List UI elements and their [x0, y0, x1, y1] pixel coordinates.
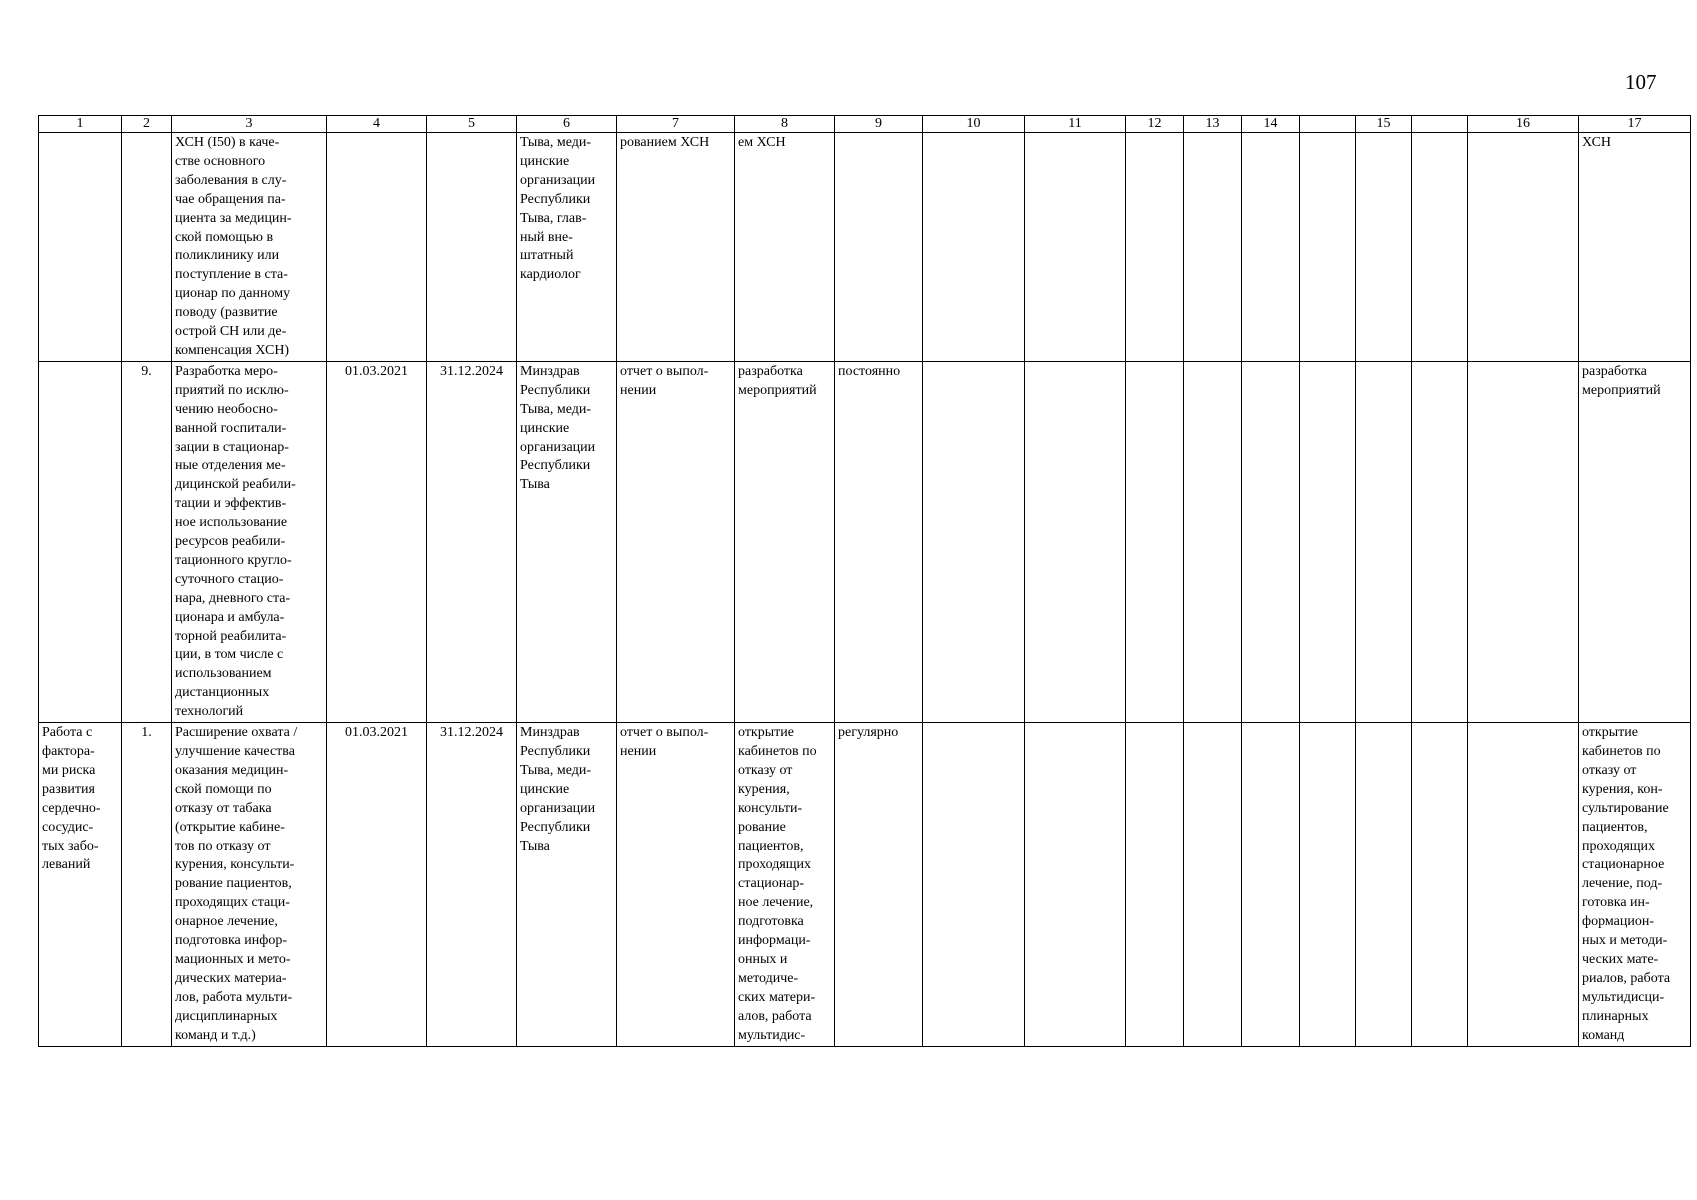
- empty-cell: [1242, 133, 1300, 362]
- frequency-cell: [835, 133, 923, 362]
- table-row: [39, 133, 1691, 362]
- header-row: [39, 116, 1691, 133]
- activity-cell: ХСН (I50) в каче- стве основного заболевания в слу- чае обращения па- циента за медицин- ской помощью в поликлинику или поступление в ста- ционар по данному поводу (развитие острой СН или де- компенсация ХСН): [172, 133, 327, 362]
- header-cell: 2: [122, 116, 172, 133]
- empty-cell: [1242, 723, 1300, 1046]
- empty-cell: [1300, 133, 1356, 362]
- header-cell: 14: [1242, 116, 1300, 133]
- frequency-cell: постоянно: [835, 361, 923, 722]
- header-cell: 9: [835, 116, 923, 133]
- header-cell: 15: [1356, 116, 1412, 133]
- empty-cell: [1025, 361, 1126, 722]
- empty-cell: [1126, 723, 1184, 1046]
- empty-cell: [1468, 361, 1579, 722]
- header-cell: 3: [172, 116, 327, 133]
- table-row: [39, 723, 1691, 1046]
- start-date-cell: 01.03.2021: [327, 723, 427, 1046]
- result-cell: разработка мероприятий: [735, 361, 835, 722]
- empty-cell: [1412, 361, 1468, 722]
- start-date-cell: [327, 133, 427, 362]
- plan-table: [38, 115, 1691, 1047]
- empty-cell: [1300, 361, 1356, 722]
- empty-cell: [1184, 361, 1242, 722]
- responsible-cell: Минздрав Республики Тыва, меди- цинские организации Республики Тыва: [517, 361, 617, 722]
- empty-cell: [1412, 133, 1468, 362]
- expected-result-cell: ХСН: [1579, 133, 1691, 362]
- page-number: 107: [1625, 70, 1657, 94]
- item-number-cell: [122, 133, 172, 362]
- table-row: [39, 361, 1691, 722]
- empty-cell: [1184, 133, 1242, 362]
- empty-cell: [1412, 723, 1468, 1046]
- header-cell: 11: [1025, 116, 1126, 133]
- empty-cell: [1025, 133, 1126, 362]
- header-cell: 10: [923, 116, 1025, 133]
- header-cell: 5: [427, 116, 517, 133]
- report-type-cell: отчет о выпол- нении: [617, 361, 735, 722]
- empty-cell: [1300, 723, 1356, 1046]
- task-group-cell: [39, 361, 122, 722]
- frequency-cell: регулярно: [835, 723, 923, 1046]
- activity-cell: Разработка меро- приятий по исклю- чению необосно- ванной госпитали- зации в стационар- ные отделения ме- дицинской реабили- тации и эффектив- ное использование ресурсов реабили- тационного кругло- суточного стацио- нара, дневного ста- ционара и амбула- торной реабилита- ции, в том числе с использованием дистанционных технологий: [172, 361, 327, 722]
- header-cell: 12: [1126, 116, 1184, 133]
- activity-cell: Расширение охвата / улучшение качества оказания медицин- ской помощи по отказу от табака (открытие кабине- тов по отказу от курения, консульти- рование пациентов, проходящих стаци- онарное лечение, подготовка инфор- мационных и мето- дических материа- лов, работа мульти- дисциплинарных команд и т.д.): [172, 723, 327, 1046]
- header-cell: 17: [1579, 116, 1691, 133]
- empty-cell: [1468, 723, 1579, 1046]
- responsible-cell: Минздрав Республики Тыва, меди- цинские организации Республики Тыва: [517, 723, 617, 1046]
- empty-cell: [923, 133, 1025, 362]
- empty-cell: [1126, 361, 1184, 722]
- empty-cell: [1242, 361, 1300, 722]
- end-date-cell: 31.12.2024: [427, 361, 517, 722]
- empty-cell: [1025, 723, 1126, 1046]
- end-date-cell: 31.12.2024: [427, 723, 517, 1046]
- empty-cell: [1126, 133, 1184, 362]
- responsible-cell: Тыва, меди- цинские организации Республики Тыва, глав- ный вне- штатный кардиолог: [517, 133, 617, 362]
- header-cell: 7: [617, 116, 735, 133]
- empty-cell: [1356, 133, 1412, 362]
- expected-result-cell: открытие кабинетов по отказу от курения, кон- сультирование пациентов, проходящих стационарное лечение, под- готовка ин- формацион- ных и методи- ческих мате- риалов, работа мультидисци- плинарных команд: [1579, 723, 1691, 1046]
- header-cell: [1300, 116, 1356, 133]
- empty-cell: [1184, 723, 1242, 1046]
- item-number-cell: 9.: [122, 361, 172, 722]
- empty-cell: [1356, 723, 1412, 1046]
- report-type-cell: рованием ХСН: [617, 133, 735, 362]
- header-cell: 4: [327, 116, 427, 133]
- header-cell: 13: [1184, 116, 1242, 133]
- task-group-cell: [39, 133, 122, 362]
- result-cell: ем ХСН: [735, 133, 835, 362]
- header-cell: 1: [39, 116, 122, 133]
- expected-result-cell: разработка мероприятий: [1579, 361, 1691, 722]
- start-date-cell: 01.03.2021: [327, 361, 427, 722]
- item-number-cell: 1.: [122, 723, 172, 1046]
- end-date-cell: [427, 133, 517, 362]
- header-cell: 6: [517, 116, 617, 133]
- result-cell: открытие кабинетов по отказу от курения, консульти- рование пациентов, проходящих стационар- ное лечение, подготовка информаци- онных и методиче- ских матери- алов, работа мультидис-: [735, 723, 835, 1046]
- report-type-cell: отчет о выпол- нении: [617, 723, 735, 1046]
- empty-cell: [1468, 133, 1579, 362]
- header-cell: 16: [1468, 116, 1579, 133]
- task-group-cell: Работа с фактора- ми риска развития сердечно- сосудис- тых забо- леваний: [39, 723, 122, 1046]
- empty-cell: [1356, 361, 1412, 722]
- header-cell: 8: [735, 116, 835, 133]
- empty-cell: [923, 723, 1025, 1046]
- header-cell: [1412, 116, 1468, 133]
- empty-cell: [923, 361, 1025, 722]
